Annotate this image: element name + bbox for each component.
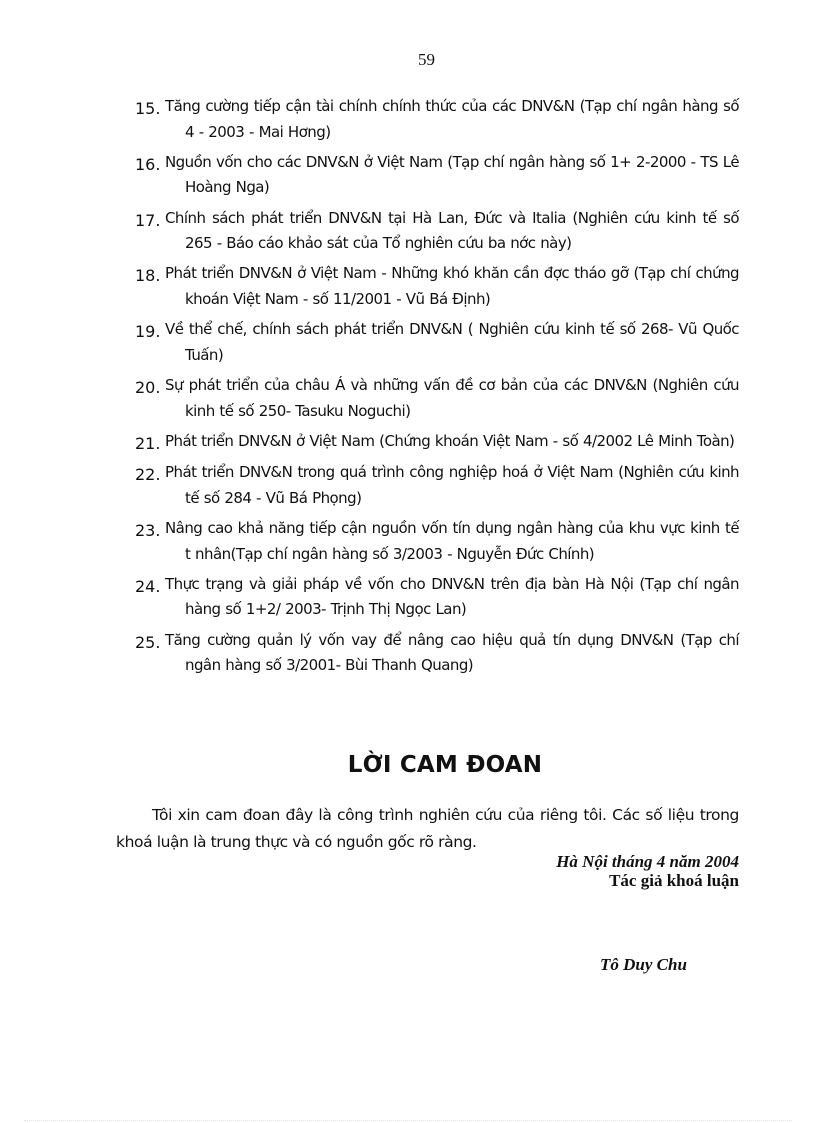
reference-number: 24.: [135, 576, 161, 596]
reference-text: Chính sách phát triển DNV&N tại Hà Lan, Đức và Italia (Nghiên cứu kinh tế số 265 - Báo cáo khảo sát của Tổ nghiên cứu ba nớc này): [165, 208, 739, 253]
reference-item: [135, 429, 739, 456]
reference-text: Sự phát triển của châu Á và những vấn đề cơ bản của các DNV&N (Nghiên cứu kinh tế số 250- Tasuku Noguchi): [165, 375, 739, 420]
reference-item: [135, 94, 739, 145]
reference-text: Phát triển DNV&N ở Việt Nam - Những khó khăn cần đợc tháo gỡ (Tạp chí chứng khoán Việt Nam - số 11/2001 - Vũ Bá Định): [165, 264, 739, 308]
page-bottom-rule: [24, 1120, 792, 1121]
author-name: Tô Duy Chu: [600, 955, 687, 974]
reference-item: [135, 373, 739, 424]
reference-item: [135, 317, 739, 368]
reference-number: 23.: [135, 521, 161, 541]
reference-text: Nguồn vốn cho các DNV&N ở Việt Nam (Tạp chí ngân hàng số 1+ 2-2000 - TS Lê Hoàng Nga): [165, 152, 739, 197]
declaration-heading: LỜI CAM ĐOAN: [347, 752, 543, 778]
reference-text: Tăng cường quản lý vốn vay để nâng cao hiệu quả tín dụng DNV&N (Tạp chí ngân hàng số 3/2001- Bùi Thanh Quang): [165, 630, 739, 675]
reference-text: Nâng cao khả năng tiếp cận nguồn vốn tín dụng ngân hàng của khu vực kinh tế t nhân(Tạp chí ngân hàng số 3/2003 - Nguyễn Đức Chính): [165, 519, 739, 563]
page-number: 59: [418, 50, 435, 69]
reference-item: [135, 516, 739, 567]
reference-text: Phát triển DNV&N trong quá trình công nghiệp hoá ở Việt Nam (Nghiên cứu kinh tế số 284 - Vũ Bá Phọng): [165, 463, 739, 507]
declaration-body: Tôi xin cam đoan đây là công trình nghiên cứu của riêng tôi. Các số liệu trong khoá luận là trung thực và có nguồn gốc rõ ràng.: [116, 806, 739, 851]
reference-item: [135, 572, 739, 623]
reference-text: Về thể chế, chính sách phát triển DNV&N ( Nghiên cứu kinh tế số 268- Vũ Quốc Tuấn): [165, 320, 739, 364]
reference-number: 22.: [135, 465, 161, 485]
reference-number: 21.: [135, 433, 161, 453]
reference-item: [135, 150, 739, 201]
reference-number: 25.: [135, 632, 161, 652]
reference-item: [135, 460, 739, 511]
reference-number: 19.: [135, 322, 161, 342]
reference-item: [135, 628, 739, 679]
place-date: Hà Nội tháng 4 năm 2004: [556, 852, 739, 871]
reference-text: Tăng cường tiếp cận tài chính chính thức của các DNV&N (Tạp chí ngân hàng số 4 - 2003 - Mai Hơng): [165, 97, 739, 141]
reference-item: [135, 261, 739, 312]
reference-number: 17.: [135, 210, 161, 230]
reference-number: 15.: [135, 99, 161, 118]
reference-number: 16.: [135, 154, 161, 174]
reference-text: Thực trạng và giải pháp về vốn cho DNV&N trên địa bàn Hà Nội (Tạp chí ngân hàng số 1+2/ 2003- Trịnh Thị Ngọc Lan): [165, 574, 739, 619]
reference-number: 18.: [135, 266, 161, 286]
author-title: Tác giả khoá luận: [609, 871, 739, 890]
reference-list: [135, 94, 739, 683]
reference-text: Phát triển DNV&N ở Việt Nam (Chứng khoán Việt Nam - số 4/2002 Lê Minh Toàn): [165, 431, 735, 450]
reference-number: 20.: [135, 377, 161, 397]
reference-item: [135, 206, 739, 257]
